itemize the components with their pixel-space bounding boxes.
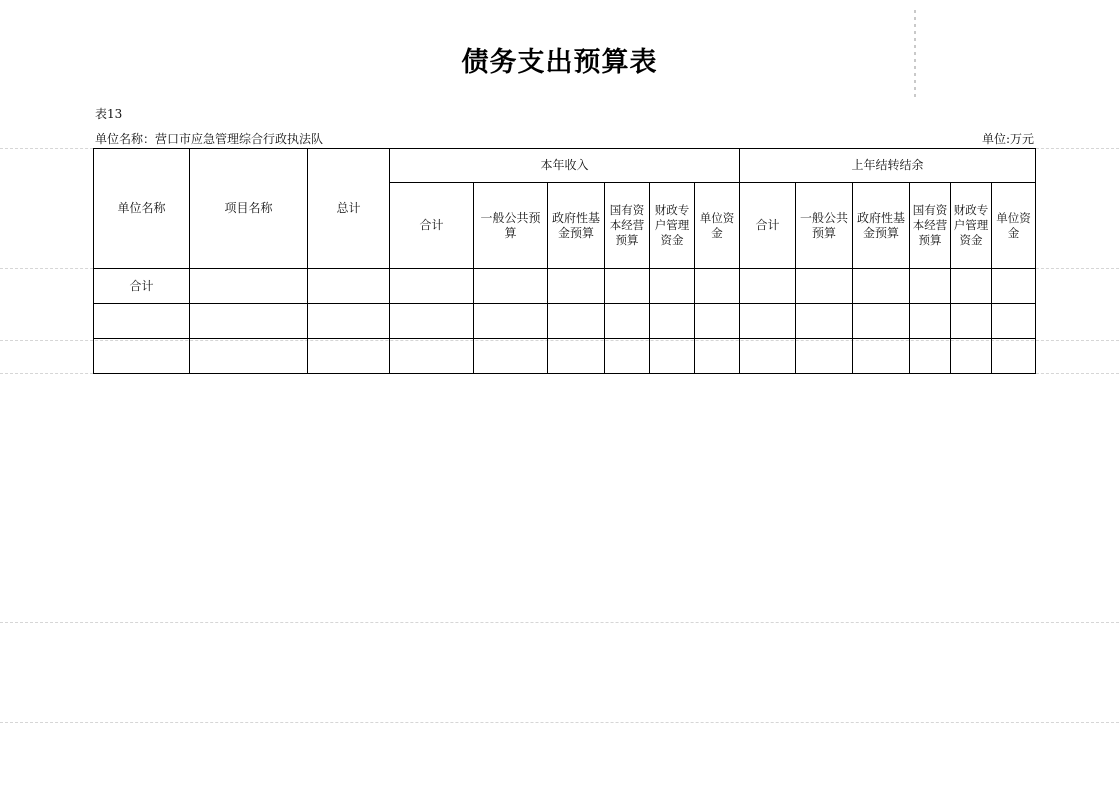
table-cell [910, 269, 951, 304]
group-header-prior-year-carryover: 上年结转结余 [740, 149, 1036, 183]
table-cell [548, 269, 605, 304]
table-cell [796, 269, 853, 304]
debt-expenditure-table [93, 148, 1036, 374]
table-cell [796, 339, 853, 374]
table-cell [474, 269, 548, 304]
table-cell-unit-name [94, 339, 190, 374]
group-header-current-year-income: 本年收入 [390, 149, 740, 183]
table-cell [474, 339, 548, 374]
table-row-total [94, 269, 1036, 304]
money-unit: 单位:万元 [981, 132, 1034, 146]
table-cell [308, 339, 390, 374]
table-cell [390, 304, 474, 339]
table-cell [740, 269, 796, 304]
col-header-current-state-capital: 国有资本经营预算 [605, 183, 650, 269]
table-cell [308, 269, 390, 304]
table-cell [474, 304, 548, 339]
table-cell [390, 339, 474, 374]
unit-name-value: 营口市应急管理综合行政执法队 [155, 132, 324, 146]
col-header-prior-government-fund: 政府性基金预算 [853, 183, 910, 269]
table-cell [853, 304, 910, 339]
table-cell [853, 339, 910, 374]
col-header-prior-unit-funds: 单位资金 [992, 183, 1036, 269]
col-header-current-subtotal: 合计 [390, 183, 474, 269]
table-cell [853, 269, 910, 304]
unit-name-label: 单位名称： [95, 132, 156, 146]
table-number: 表13 [95, 107, 123, 121]
table-cell [951, 339, 992, 374]
page-title: 债务支出预算表 [461, 47, 658, 78]
header-row [94, 149, 1036, 183]
col-header-current-fiscal-special: 财政专户管理资金 [650, 183, 695, 269]
col-header-prior-state-capital: 国有资本经营预算 [910, 183, 951, 269]
col-header-unit-name: 单位名称 [94, 149, 190, 269]
table-cell [190, 304, 308, 339]
table-cell [695, 339, 740, 374]
col-header-total: 总计 [308, 149, 390, 269]
table-cell [951, 304, 992, 339]
table-cell [650, 339, 695, 374]
table-row [94, 339, 1036, 374]
table-cell [548, 304, 605, 339]
col-header-prior-fiscal-special: 财政专户管理资金 [951, 183, 992, 269]
table-cell [190, 339, 308, 374]
col-header-current-government-fund: 政府性基金预算 [548, 183, 605, 269]
table-cell [740, 304, 796, 339]
col-header-current-general-public: 一般公共预算 [474, 183, 548, 269]
table-cell [992, 339, 1036, 374]
table-cell [548, 339, 605, 374]
table-cell [605, 269, 650, 304]
table-cell [951, 269, 992, 304]
scan-artifact-line [0, 722, 1119, 723]
table-cell [695, 269, 740, 304]
table-cell [308, 304, 390, 339]
table-cell [650, 304, 695, 339]
table-cell [992, 304, 1036, 339]
col-header-project-name: 项目名称 [190, 149, 308, 269]
table-cell [992, 269, 1036, 304]
col-header-current-unit-funds: 单位资金 [695, 183, 740, 269]
table-cell [650, 269, 695, 304]
table-cell [910, 304, 951, 339]
unit-name-line [95, 130, 323, 147]
table-cell [796, 304, 853, 339]
col-header-prior-general-public: 一般公共预算 [796, 183, 853, 269]
col-header-prior-subtotal: 合计 [740, 183, 796, 269]
table-cell [695, 304, 740, 339]
table-cell [910, 339, 951, 374]
table-cell [190, 269, 308, 304]
table-cell [390, 269, 474, 304]
table-row [94, 304, 1036, 339]
scan-artifact-line [0, 622, 1119, 623]
table-cell-unit-name [94, 304, 190, 339]
table-cell [605, 339, 650, 374]
table-cell-unit-name: 合计 [94, 269, 190, 304]
table-cell [605, 304, 650, 339]
table-cell [740, 339, 796, 374]
